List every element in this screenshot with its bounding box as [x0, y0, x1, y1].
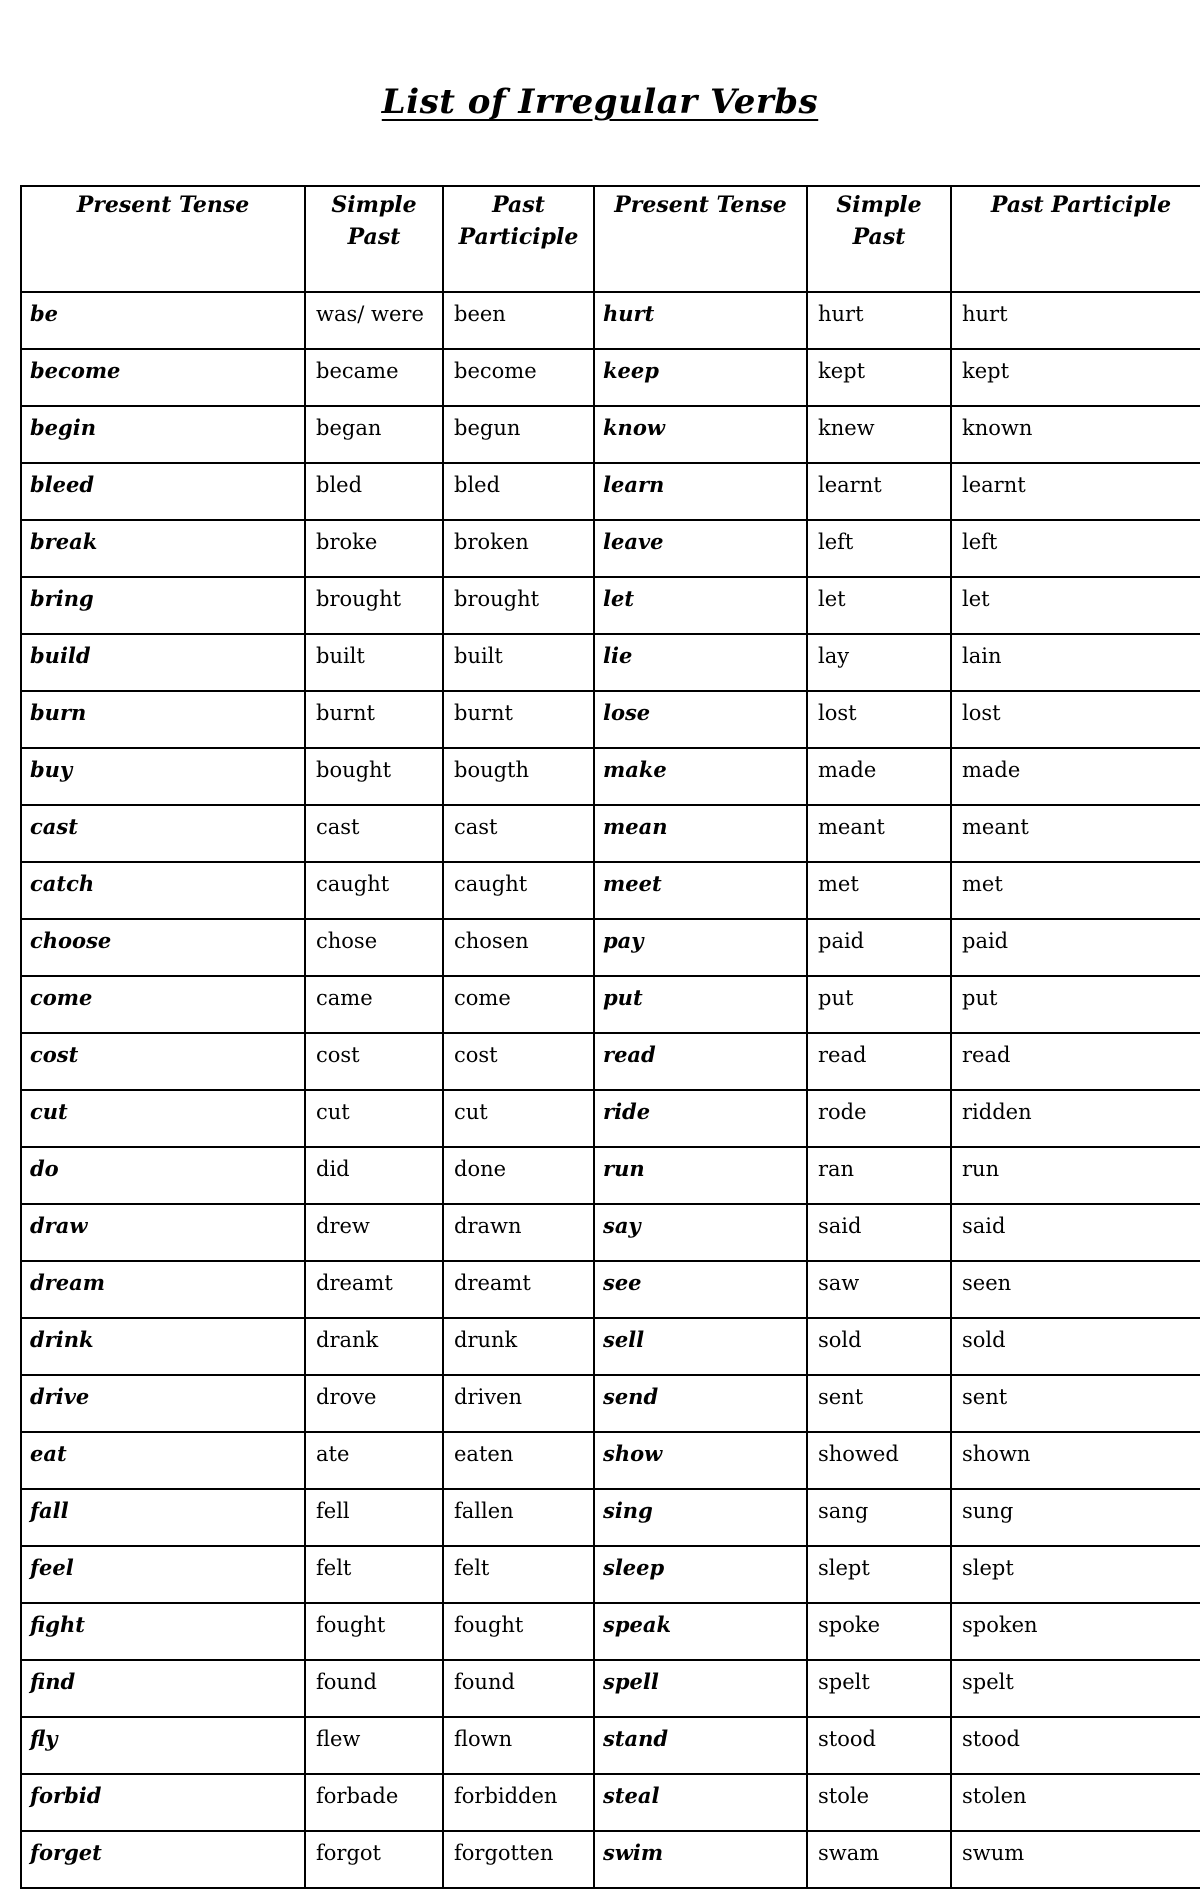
simple-past-cell: paid [807, 919, 951, 976]
past-participle-cell: meant [951, 805, 1200, 862]
simple-past-cell: made [807, 748, 951, 805]
present-tense-cell: drink [21, 1318, 305, 1375]
present-tense-cell: lose [594, 691, 807, 748]
past-participle-cell: hurt [951, 292, 1200, 349]
past-participle-cell: sent [951, 1375, 1200, 1432]
present-tense-cell: steal [594, 1774, 807, 1831]
simple-past-cell: forgot [305, 1831, 443, 1888]
present-tense-cell: draw [21, 1204, 305, 1261]
past-participle-cell: known [951, 406, 1200, 463]
simple-past-cell: learnt [807, 463, 951, 520]
simple-past-cell: began [305, 406, 443, 463]
simple-past-cell: rode [807, 1090, 951, 1147]
past-participle-cell: cast [443, 805, 594, 862]
present-tense-cell: build [21, 634, 305, 691]
header-present-tense-2: Present Tense [594, 186, 807, 292]
table-row [21, 919, 1200, 976]
present-tense-cell: begin [21, 406, 305, 463]
table-row [21, 1147, 1200, 1204]
header-simple-past-2 [807, 186, 951, 292]
past-participle-cell: sung [951, 1489, 1200, 1546]
present-tense-cell: come [21, 976, 305, 1033]
simple-past-cell: lay [807, 634, 951, 691]
present-tense-cell: break [21, 520, 305, 577]
present-tense-cell: read [594, 1033, 807, 1090]
present-tense-cell: cost [21, 1033, 305, 1090]
header-line: Simple [331, 192, 417, 218]
present-tense-cell: burn [21, 691, 305, 748]
past-participle-cell: brought [443, 577, 594, 634]
past-participle-cell: driven [443, 1375, 594, 1432]
table-row [21, 634, 1200, 691]
simple-past-cell: drew [305, 1204, 443, 1261]
past-participle-cell: dreamt [443, 1261, 594, 1318]
header-present-tense: Present Tense [21, 186, 305, 292]
simple-past-cell: cast [305, 805, 443, 862]
past-participle-cell: spelt [951, 1660, 1200, 1717]
table-row [21, 1261, 1200, 1318]
past-participle-cell: swum [951, 1831, 1200, 1888]
present-tense-cell: become [21, 349, 305, 406]
simple-past-cell: meant [807, 805, 951, 862]
simple-past-cell: read [807, 1033, 951, 1090]
past-participle-cell: sold [951, 1318, 1200, 1375]
present-tense-cell: say [594, 1204, 807, 1261]
simple-past-cell: ran [807, 1147, 951, 1204]
simple-past-cell: stood [807, 1717, 951, 1774]
past-participle-cell: read [951, 1033, 1200, 1090]
past-participle-cell: chosen [443, 919, 594, 976]
header-line: Past [347, 224, 401, 250]
past-participle-cell: come [443, 976, 594, 1033]
past-participle-cell: flown [443, 1717, 594, 1774]
simple-past-cell: left [807, 520, 951, 577]
header-row [21, 186, 1200, 292]
present-tense-cell: stand [594, 1717, 807, 1774]
present-tense-cell: find [21, 1660, 305, 1717]
present-tense-cell: know [594, 406, 807, 463]
present-tense-cell: mean [594, 805, 807, 862]
present-tense-cell: send [594, 1375, 807, 1432]
header-line: Simple [836, 192, 922, 218]
simple-past-cell: fought [305, 1603, 443, 1660]
simple-past-cell: lost [807, 691, 951, 748]
present-tense-cell: sleep [594, 1546, 807, 1603]
past-participle-cell: bougth [443, 748, 594, 805]
present-tense-cell: cast [21, 805, 305, 862]
irregular-verbs-table [20, 185, 1200, 1889]
past-participle-cell: fallen [443, 1489, 594, 1546]
past-participle-cell: let [951, 577, 1200, 634]
table-row [21, 1489, 1200, 1546]
present-tense-cell: bring [21, 577, 305, 634]
simple-past-cell: ate [305, 1432, 443, 1489]
table-row [21, 1033, 1200, 1090]
past-participle-cell: put [951, 976, 1200, 1033]
present-tense-cell: let [594, 577, 807, 634]
simple-past-cell: fell [305, 1489, 443, 1546]
simple-past-cell: was/ were [305, 292, 443, 349]
past-participle-cell: caught [443, 862, 594, 919]
past-participle-cell: eaten [443, 1432, 594, 1489]
simple-past-cell: knew [807, 406, 951, 463]
header-past-participle-2: Past Participle [951, 186, 1200, 292]
header-past-participle [443, 186, 594, 292]
simple-past-cell: showed [807, 1432, 951, 1489]
table-row [21, 1432, 1200, 1489]
past-participle-cell: met [951, 862, 1200, 919]
present-tense-cell: choose [21, 919, 305, 976]
table-row [21, 862, 1200, 919]
present-tense-cell: speak [594, 1603, 807, 1660]
table-row [21, 520, 1200, 577]
present-tense-cell: show [594, 1432, 807, 1489]
present-tense-cell: swim [594, 1831, 807, 1888]
simple-past-cell: kept [807, 349, 951, 406]
past-participle-cell: become [443, 349, 594, 406]
past-participle-cell: done [443, 1147, 594, 1204]
table-row [21, 805, 1200, 862]
simple-past-cell: forbade [305, 1774, 443, 1831]
present-tense-cell: catch [21, 862, 305, 919]
present-tense-cell: feel [21, 1546, 305, 1603]
past-participle-cell: fought [443, 1603, 594, 1660]
table-row [21, 1318, 1200, 1375]
simple-past-cell: swam [807, 1831, 951, 1888]
past-participle-cell: burnt [443, 691, 594, 748]
present-tense-cell: hurt [594, 292, 807, 349]
simple-past-cell: sold [807, 1318, 951, 1375]
present-tense-cell: forget [21, 1831, 305, 1888]
simple-past-cell: chose [305, 919, 443, 976]
table-row [21, 1204, 1200, 1261]
present-tense-cell: see [594, 1261, 807, 1318]
present-tense-cell: sing [594, 1489, 807, 1546]
present-tense-cell: dream [21, 1261, 305, 1318]
table-row [21, 748, 1200, 805]
present-tense-cell: make [594, 748, 807, 805]
past-participle-cell: lain [951, 634, 1200, 691]
simple-past-cell: brought [305, 577, 443, 634]
table-row [21, 577, 1200, 634]
header-simple-past [305, 186, 443, 292]
present-tense-cell: buy [21, 748, 305, 805]
header-line: Past [852, 224, 906, 250]
present-tense-cell: spell [594, 1660, 807, 1717]
header-line: Participle [458, 224, 579, 250]
simple-past-cell: cost [305, 1033, 443, 1090]
table-row [21, 349, 1200, 406]
past-participle-cell: said [951, 1204, 1200, 1261]
table-row [21, 976, 1200, 1033]
present-tense-cell: fly [21, 1717, 305, 1774]
present-tense-cell: bleed [21, 463, 305, 520]
simple-past-cell: spelt [807, 1660, 951, 1717]
table-row [21, 292, 1200, 349]
past-participle-cell: drunk [443, 1318, 594, 1375]
table-row [21, 1375, 1200, 1432]
past-participle-cell: seen [951, 1261, 1200, 1318]
past-participle-cell: cost [443, 1033, 594, 1090]
present-tense-cell: lie [594, 634, 807, 691]
past-participle-cell: learnt [951, 463, 1200, 520]
present-tense-cell: forbid [21, 1774, 305, 1831]
present-tense-cell: cut [21, 1090, 305, 1147]
present-tense-cell: meet [594, 862, 807, 919]
past-participle-cell: left [951, 520, 1200, 577]
past-participle-cell: made [951, 748, 1200, 805]
past-participle-cell: shown [951, 1432, 1200, 1489]
table-row [21, 1831, 1200, 1888]
simple-past-cell: did [305, 1147, 443, 1204]
simple-past-cell: met [807, 862, 951, 919]
simple-past-cell: bled [305, 463, 443, 520]
present-tense-cell: run [594, 1147, 807, 1204]
present-tense-cell: be [21, 292, 305, 349]
simple-past-cell: drove [305, 1375, 443, 1432]
table-row [21, 463, 1200, 520]
present-tense-cell: eat [21, 1432, 305, 1489]
simple-past-cell: sent [807, 1375, 951, 1432]
table-row [21, 1546, 1200, 1603]
past-participle-cell: stolen [951, 1774, 1200, 1831]
past-participle-cell: stood [951, 1717, 1200, 1774]
past-participle-cell: been [443, 292, 594, 349]
table-row [21, 1603, 1200, 1660]
table-row [21, 1660, 1200, 1717]
table-row [21, 406, 1200, 463]
table-row [21, 1774, 1200, 1831]
present-tense-cell: pay [594, 919, 807, 976]
past-participle-cell: spoken [951, 1603, 1200, 1660]
present-tense-cell: keep [594, 349, 807, 406]
past-participle-cell: paid [951, 919, 1200, 976]
past-participle-cell: bled [443, 463, 594, 520]
table-row [21, 1717, 1200, 1774]
simple-past-cell: broke [305, 520, 443, 577]
simple-past-cell: sang [807, 1489, 951, 1546]
simple-past-cell: cut [305, 1090, 443, 1147]
present-tense-cell: sell [594, 1318, 807, 1375]
past-participle-cell: found [443, 1660, 594, 1717]
simple-past-cell: let [807, 577, 951, 634]
simple-past-cell: spoke [807, 1603, 951, 1660]
simple-past-cell: said [807, 1204, 951, 1261]
past-participle-cell: lost [951, 691, 1200, 748]
present-tense-cell: learn [594, 463, 807, 520]
simple-past-cell: saw [807, 1261, 951, 1318]
present-tense-cell: ride [594, 1090, 807, 1147]
past-participle-cell: slept [951, 1546, 1200, 1603]
simple-past-cell: found [305, 1660, 443, 1717]
past-participle-cell: ridden [951, 1090, 1200, 1147]
table-row [21, 1090, 1200, 1147]
table-row [21, 691, 1200, 748]
simple-past-cell: hurt [807, 292, 951, 349]
simple-past-cell: felt [305, 1546, 443, 1603]
past-participle-cell: begun [443, 406, 594, 463]
past-participle-cell: cut [443, 1090, 594, 1147]
present-tense-cell: do [21, 1147, 305, 1204]
past-participle-cell: broken [443, 520, 594, 577]
present-tense-cell: fall [21, 1489, 305, 1546]
present-tense-cell: drive [21, 1375, 305, 1432]
simple-past-cell: flew [305, 1717, 443, 1774]
present-tense-cell: put [594, 976, 807, 1033]
page-title: List of Irregular Verbs [381, 82, 819, 122]
simple-past-cell: built [305, 634, 443, 691]
present-tense-cell: fight [21, 1603, 305, 1660]
simple-past-cell: put [807, 976, 951, 1033]
simple-past-cell: became [305, 349, 443, 406]
header-line: Past [492, 192, 545, 218]
past-participle-cell: felt [443, 1546, 594, 1603]
simple-past-cell: dreamt [305, 1261, 443, 1318]
simple-past-cell: burnt [305, 691, 443, 748]
past-participle-cell: run [951, 1147, 1200, 1204]
simple-past-cell: caught [305, 862, 443, 919]
past-participle-cell: built [443, 634, 594, 691]
past-participle-cell: forgotten [443, 1831, 594, 1888]
simple-past-cell: stole [807, 1774, 951, 1831]
simple-past-cell: came [305, 976, 443, 1033]
past-participle-cell: drawn [443, 1204, 594, 1261]
simple-past-cell: drank [305, 1318, 443, 1375]
past-participle-cell: forbidden [443, 1774, 594, 1831]
present-tense-cell: leave [594, 520, 807, 577]
simple-past-cell: bought [305, 748, 443, 805]
simple-past-cell: slept [807, 1546, 951, 1603]
past-participle-cell: kept [951, 349, 1200, 406]
